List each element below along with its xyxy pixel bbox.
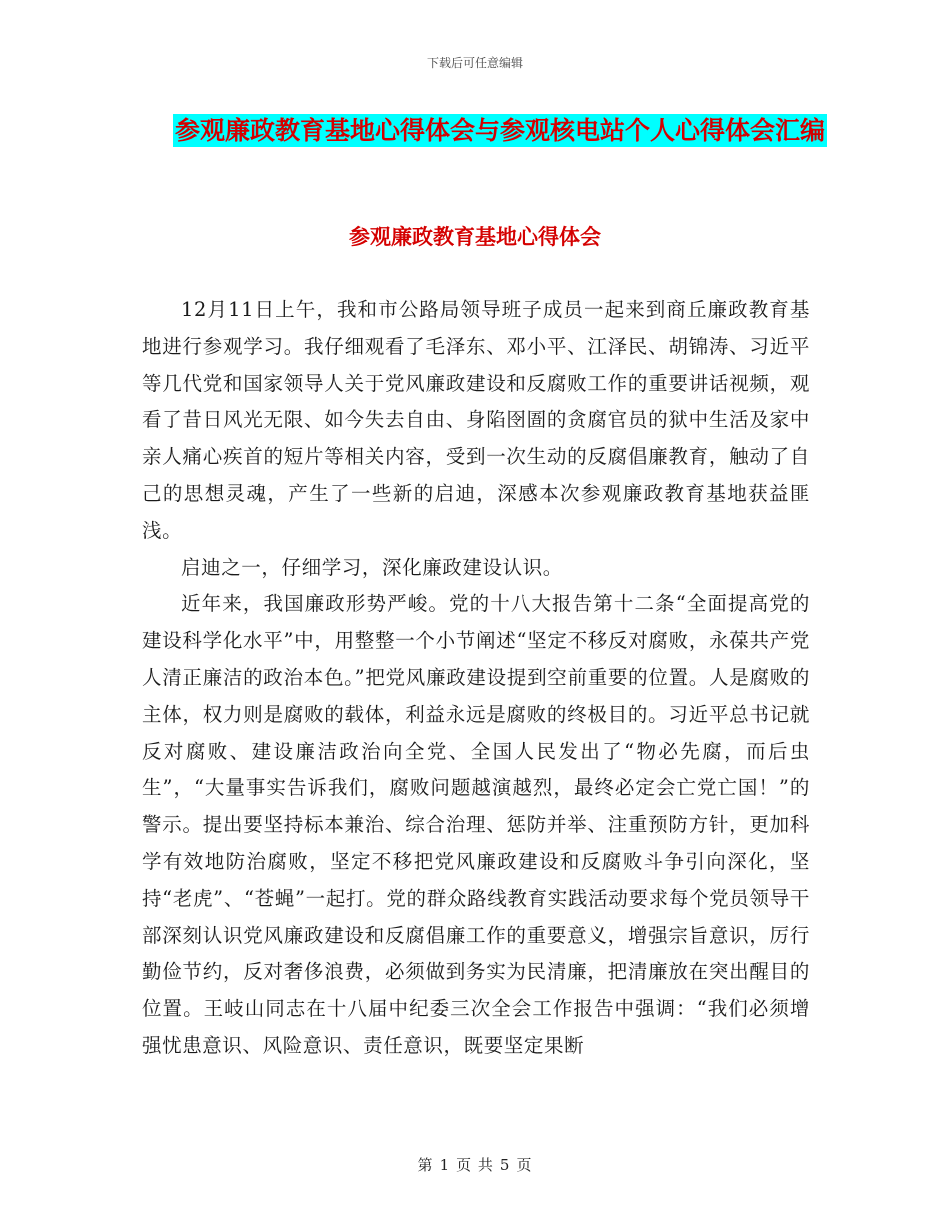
header-note: 下载后可任意编辑	[426, 56, 523, 70]
paragraph: 启迪之一，仔细学习，深化廉政建设认识。	[181, 555, 563, 579]
document-title	[140, 108, 860, 154]
paragraph: 近年来，我国廉政形势严峻。党的十八大报告第十二条“全面提高党的建设科学化水平”中，用整整一个小节阐述“坚定不移反对腐败，永葆共产党人清正廉洁的政治本色。”把党风廉政建设提到空前重要的位置。人是腐败的主体，权力则是腐败的载体，利益永远是腐败的终极目的。习近平总书记就反对腐败、建设廉洁政治向全党、全国人民发出了“物必先腐，而后虫生”，“大量事实告诉我们，腐败问题越演越烈，最终必定会亡党亡国！”的警示。提出要坚持标本兼治、综合治理、惩防并举、注重预防方针，更加科学有效地防治腐败，坚定不移把党风廉政建设和反腐败斗争引向深化，坚持“老虎”、“苍蝇”一起打。党的群众路线教育实践活动要求每个党员领导干部深刻认识党风廉政建设和反腐倡廉工作的重要意义，增强宗旨意识，厉行勤俭节约，反对奢侈浪费，必须做到务实为民清廉，把清廉放在突出醒目的位置。王岐山同志在十八届中纪委三次全会工作报告中强调：“我们必须增强忧患意识、风险意识、责任意识，既要坚定果断	[142, 592, 810, 1057]
page-total: 5	[499, 1156, 511, 1174]
page-footer	[0, 1154, 950, 1175]
footer-middle: 页 共	[456, 1156, 494, 1174]
document-body	[142, 292, 810, 1065]
page-number: 1	[439, 1156, 451, 1174]
footer-suffix: 页	[516, 1156, 533, 1174]
section-title: 参观廉政教育基地心得体会	[349, 225, 601, 249]
document-title-text: 参观廉政教育基地心得体会与参观核电站个人心得体会汇编	[174, 116, 825, 145]
footer-prefix: 第	[417, 1156, 434, 1174]
paragraph: 12月11日上午，我和市公路局领导班子成员一起来到商丘廉政教育基地进行参观学习。我仔细观看了毛泽东、邓小平、江泽民、胡锦涛、习近平等几代党和国家领导人关于党风廉政建设和反腐败工作的重要讲话视频，观看了昔日风光无限、如今失去自由、身陷囹圄的贪腐官员的狱中生活及家中亲人痛心疾首的短片等相关内容，受到一次生动的反腐倡廉教育，触动了自己的思想灵魂，产生了一些新的启迪，深感本次参观廉政教育基地获益匪浅。	[142, 298, 810, 542]
